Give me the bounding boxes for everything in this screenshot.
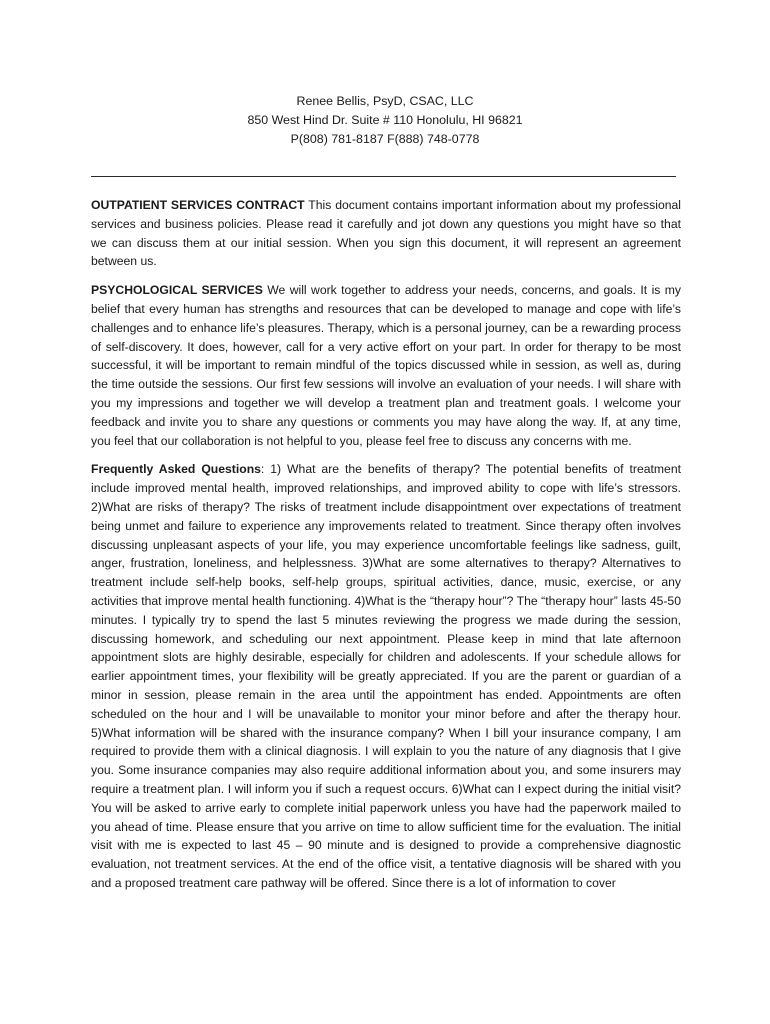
- section-text: We will work together to address your needs, concerns, and goals. It is my belief that every human has strengths and resources that can be developed to manage and cope with life’s challenges and to enhance life’s pleasures. Therapy, which is a personal journey, can be a rewarding process of self-discovery. It does, however, call for a very active effort on your part. In order for therapy to be most successful, it will be important to remain mindful of the topics discussed while in session, as well as, during the time outside the sessions. Our first few sessions will involve an evaluation of your needs. I will share with you my impressions and together we will develop a treatment plan and treatment goals. I welcome your feedback and invite you to share any questions or comments you may have along the way. If, at any time, you feel that our collaboration is not helpful to you, please feel free to discuss any concerns with me.: [91, 283, 681, 448]
- letterhead: [0, 92, 770, 149]
- section-heading: Frequently Asked Questions: [91, 462, 261, 477]
- section-heading: PSYCHOLOGICAL SERVICES: [91, 283, 263, 298]
- horizontal-divider: [91, 176, 676, 177]
- practitioner-name: Renee Bellis, PsyD, CSAC, LLC: [296, 94, 474, 108]
- practice-address: 850 West Hind Dr. Suite # 110 Honolulu, HI 96821: [247, 113, 523, 127]
- phone-fax: P(808) 781-8187 F(888) 748-0778: [290, 132, 480, 146]
- section-text: This document contains important information about my professional services and business policies. Please read it carefully and jot down any questions you might have so that we can discuss them at our initial session. When you sign this document, it will represent an agreement between us.: [91, 198, 681, 269]
- document-body: [91, 196, 681, 903]
- paragraph-psychological-services: [91, 281, 681, 450]
- section-text: : 1) What are the benefits of therapy? The potential benefits of treatment include improved mental health, improved relationships, and improved ability to cope with life’s stressors. 2)What are risks of therapy? The risks of treatment include disappointment over expectations of treatment being unmet and failure to experience any improvements related to treatment. Since therapy often involves discussing unpleasant aspects of your life, you may experience uncomfortable feelings like sadness, guilt, anger, frustration, loneliness, and helplessness. 3)What are some alternatives to therapy? Alternatives to treatment include self-help books, self-help groups, spiritual activities, dance, music, exercise, or any activities that improve mental health functioning. 4)What is the “therapy hour”? The “therapy hour” lasts 45-50 minutes. I typically try to spend the last 5 minutes reviewing the progress we made during the session, discussing homework, and scheduling our next appointment. Please keep in mind that late afternoon appointment slots are highly desirable, especially for children and adolescents. If your schedule allows for earlier appointment times, your flexibility will be greatly appreciated. If you are the parent or guardian of a minor in session, please remain in the area until the appointment has ended. Appointments are often scheduled on the hour and I will be unavailable to monitor your minor before and after the therapy hour. 5)What information will be shared with the insurance company? When I bill your insurance company, I am required to provide them with a clinical diagnosis. I will explain to you the nature of any diagnosis that I give you. Some insurance companies may also require additional information about you, and some insurers may require a treatment plan. I will inform you if such a request occurs. 6)What can I expect during the initial visit? You will be asked to arrive early to complete initial paperwork unless you have had the paperwork mailed to you ahead of time. Please ensure that you arrive on time to allow sufficient time for the evaluation. The initial visit with me is expected to last 45 – 90 minute and is designed to provide a comprehensive diagnostic evaluation, not treatment services. At the end of the office visit, a tentative diagnosis will be shared with you and a proposed treatment care pathway will be offered. Since there is a lot of information to cover: [91, 462, 681, 890]
- paragraph-faq: [91, 460, 681, 892]
- paragraph-outpatient-services: [91, 196, 681, 271]
- section-heading: OUTPATIENT SERVICES CONTRACT: [91, 198, 305, 212]
